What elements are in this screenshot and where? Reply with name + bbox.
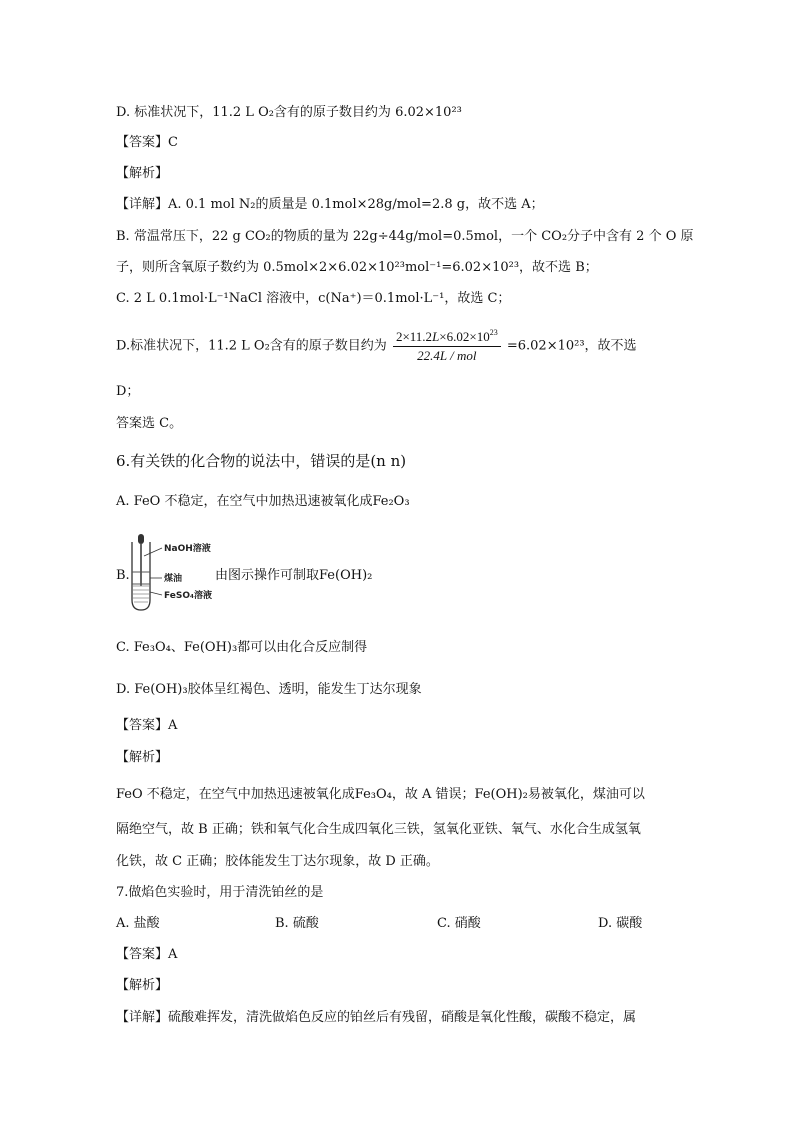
q7-option-d: D. 碳酸 — [598, 916, 643, 931]
q5-detail-d-line — [116, 328, 637, 364]
solution-hatch — [133, 586, 149, 602]
q6-analysis-line2: 隔绝空气，故 B 正确；铁和氧气化合生成四氧化三铁，氢氧化亚铁、氧气、水化合生成氢氧 — [116, 822, 641, 837]
fraction-numerator: $2\times 11.2L\times 6.02\times 10^{23}$ — [393, 328, 501, 347]
q6-analysis-heading: 【解析】 — [116, 750, 169, 765]
q7-stem: 7.做焰色实验时，用于清洗铂丝的是 — [116, 885, 324, 900]
q6-option-c: C. Fe₃O₄、Fe(OH)₃都可以由化合反应制得 — [116, 640, 368, 655]
q5-answer: 【答案】C — [116, 135, 178, 150]
leader-top — [144, 548, 162, 556]
q7-option-b: B. 硫酸 — [275, 916, 319, 931]
leader-bot — [150, 592, 162, 595]
label-feso4: FeSO₄溶液 — [164, 591, 212, 601]
q5-option-d: D. 标准状况下，11.2 L O₂含有的原子数目约为 6.02×10²³ — [116, 105, 462, 120]
q7-option-c: C. 硝酸 — [437, 916, 481, 931]
label-kerosene: 煤油 — [164, 574, 183, 584]
q5-detail-c: C. 2 L 0.1mol·L⁻¹NaCl 溶液中，c(Na⁺)＝0.1mol·L⁻¹，故选 C； — [116, 291, 511, 306]
q5-detail-b-line1: B. 常温常压下，22 g CO₂的物质的量为 22g÷44g/mol=0.5mol，一个 CO₂分子中含有 2 个 O 原 — [116, 229, 694, 244]
q7-analysis-heading: 【解析】 — [116, 978, 169, 993]
q5-detail-a: 【详解】A. 0.1 mol N₂的质量是 0.1mol×28g/mol=2.8 g，故不选 A； — [116, 197, 544, 212]
dropper-bulb — [138, 534, 144, 544]
q7-answer: 【答案】A — [116, 947, 178, 962]
fraction-denominator: 22.4L / mol — [417, 348, 477, 363]
q5-detail-d-prefix: D.标准状况下，11.2 L O₂含有的原子数目约为 — [116, 338, 387, 354]
q6-answer: 【答案】A — [116, 718, 178, 733]
q5-conclusion: 答案选 C。 — [116, 416, 183, 431]
q6-analysis-line1: FeO 不稳定，在空气中加热迅速被氧化成Fe₃O₄，故 A 错误；Fe(OH)₂易被氧化，煤油可以 — [116, 787, 645, 802]
label-naoh: NaOH溶液 — [164, 544, 211, 554]
q7-option-a: A. 盐酸 — [116, 916, 160, 931]
test-tube-diagram — [122, 534, 217, 614]
q6-option-b-text: 由图示操作可制取Fe(OH)₂ — [215, 568, 373, 583]
q7-detail: 【详解】硫酸难挥发，清洗做焰色反应的铂丝后有残留，硝酸是氧化性酸，碳酸不稳定，属 — [116, 1010, 637, 1025]
q6-option-a: A. FeO 不稳定，在空气中加热迅速被氧化成Fe₂O₃ — [116, 494, 410, 509]
q5-detail-d-suffix: =6.02×10²³，故不选 — [506, 338, 637, 354]
q5-analysis-heading: 【解析】 — [116, 166, 169, 181]
q6-stem: 6.有关铁的化合物的说法中，错误的是(n n) — [116, 452, 407, 470]
q5-detail-b-line2: 子，则所含氧原子数约为 0.5mol×2×6.02×10²³mol⁻¹=6.02×10²³，故不选 B； — [116, 260, 598, 275]
q6-option-d: D. Fe(OH)₃胶体呈红褐色、透明，能发生丁达尔现象 — [116, 682, 422, 697]
fraction — [393, 328, 501, 364]
q5-detail-d-tail: D； — [116, 384, 140, 399]
q6-analysis-line3: 化铁，故 C 正确；胶体能发生丁达尔现象，故 D 正确。 — [116, 854, 439, 869]
q6-option-b-label: B. — [116, 568, 130, 583]
